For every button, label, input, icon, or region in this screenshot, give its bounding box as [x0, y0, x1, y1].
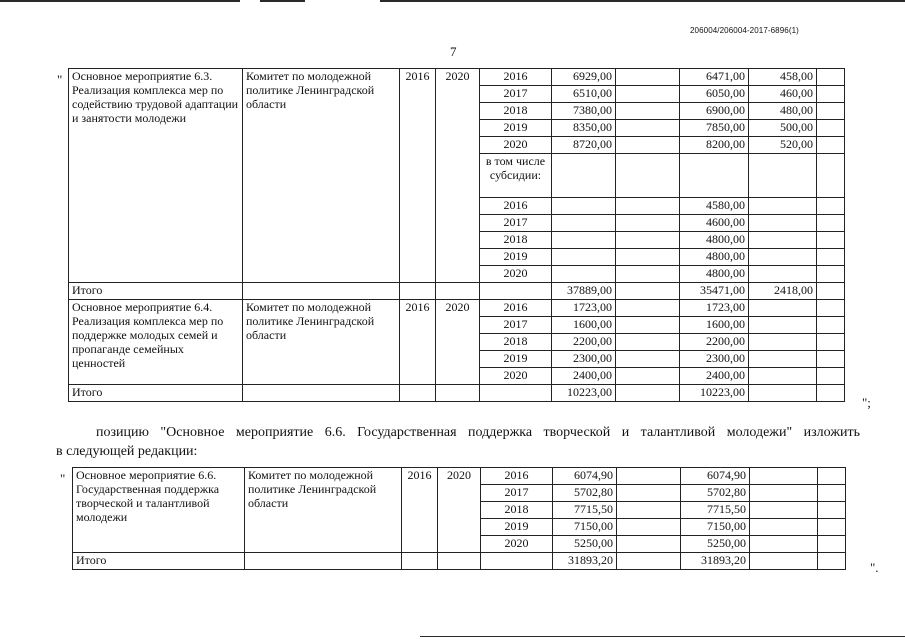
federal-amount-cell	[616, 198, 680, 215]
empty-cell	[400, 385, 436, 402]
empty-cell	[480, 385, 552, 402]
year-cell: 2016	[480, 198, 552, 215]
end-year-cell: 2020	[436, 300, 480, 385]
local-amount-cell	[750, 536, 818, 553]
empty-cell	[436, 283, 480, 300]
opening-quote-2: "	[60, 471, 66, 486]
regional-total-cell: 10223,00	[680, 385, 749, 402]
regional-amount-cell: 4800,00	[680, 249, 749, 266]
amendment-paragraph	[56, 423, 860, 461]
regional-amount-cell: 4580,00	[680, 198, 749, 215]
federal-total-cell	[617, 553, 681, 570]
year-cell: 2016	[481, 468, 553, 485]
regional-amount-cell: 6900,00	[680, 103, 749, 120]
start-year-cell: 2016	[400, 300, 436, 385]
end-year-cell: 2020	[436, 69, 480, 283]
local-amount-cell	[749, 198, 817, 215]
empty-cell	[243, 283, 400, 300]
total-row	[69, 283, 845, 300]
other-amount-cell	[817, 300, 845, 317]
year-cell: 2020	[480, 137, 552, 154]
activity-name-cell: Основное мероприятие 6.4. Реализация комплекса мер по поддержке молодых семей и пропаганде семейных ценностей	[69, 300, 243, 385]
year-cell: 2020	[480, 368, 552, 385]
local-amount-cell	[749, 351, 817, 368]
regional-amount-cell: 2300,00	[680, 351, 749, 368]
other-amount-cell	[818, 485, 846, 502]
local-amount-cell: 520,00	[749, 137, 817, 154]
total-amount-cell: 8720,00	[552, 137, 616, 154]
other-amount-cell	[817, 368, 845, 385]
other-amount-cell	[817, 86, 845, 103]
year-cell: 2020	[480, 266, 552, 283]
executor-cell: Комитет по молодежной политике Ленинградской области	[245, 468, 402, 553]
local-amount-cell	[750, 519, 818, 536]
scan-edge-line	[380, 0, 905, 2]
table1-closing-mark: ";	[862, 395, 871, 410]
other-total-cell	[817, 385, 845, 402]
year-cell: 2018	[480, 334, 552, 351]
local-amount-cell	[749, 334, 817, 351]
total-amount-cell: 2300,00	[552, 351, 616, 368]
empty-cell	[400, 283, 436, 300]
total-label-cell: Итого	[69, 283, 243, 300]
other-total-cell	[817, 283, 845, 300]
federal-amount-cell	[616, 249, 680, 266]
scan-edge-line	[420, 636, 905, 637]
total-amount-cell: 5250,00	[553, 536, 617, 553]
local-total-cell: 2418,00	[749, 283, 817, 300]
federal-amount-cell	[616, 266, 680, 283]
grand-total-cell: 10223,00	[552, 385, 616, 402]
start-year-cell: 2016	[402, 468, 438, 553]
federal-amount-cell	[616, 154, 680, 198]
year-cell: 2020	[481, 536, 553, 553]
year-cell: 2018	[480, 232, 552, 249]
federal-amount-cell	[616, 103, 680, 120]
end-year-cell: 2020	[438, 468, 481, 553]
total-row	[73, 553, 846, 570]
other-amount-cell	[817, 120, 845, 137]
empty-cell	[438, 553, 481, 570]
federal-amount-cell	[616, 334, 680, 351]
regional-amount-cell: 4800,00	[680, 266, 749, 283]
year-cell: 2019	[480, 120, 552, 137]
federal-amount-cell	[617, 519, 681, 536]
regional-amount-cell: 7850,00	[680, 120, 749, 137]
local-amount-cell	[749, 215, 817, 232]
page-number: 7	[450, 44, 457, 59]
local-total-cell	[749, 385, 817, 402]
local-amount-cell: 480,00	[749, 103, 817, 120]
federal-amount-cell	[616, 300, 680, 317]
other-amount-cell	[817, 198, 845, 215]
local-amount-cell	[749, 249, 817, 266]
local-amount-cell	[750, 485, 818, 502]
local-amount-cell: 500,00	[749, 120, 817, 137]
year-cell: 2018	[481, 502, 553, 519]
start-year-cell: 2016	[400, 69, 436, 283]
federal-amount-cell	[617, 485, 681, 502]
document-id: 206004/206004-2017-6896(1)	[690, 26, 799, 35]
local-amount-cell	[749, 368, 817, 385]
total-amount-cell	[552, 266, 616, 283]
year-cell: 2016	[480, 300, 552, 317]
local-amount-cell	[749, 154, 817, 198]
other-amount-cell	[817, 232, 845, 249]
regional-amount-cell: 8200,00	[680, 137, 749, 154]
other-amount-cell	[818, 468, 846, 485]
federal-amount-cell	[617, 536, 681, 553]
local-total-cell	[750, 553, 818, 570]
funding-table-2	[72, 467, 846, 570]
regional-amount-cell: 2400,00	[680, 368, 749, 385]
total-amount-cell	[552, 198, 616, 215]
other-amount-cell	[817, 317, 845, 334]
federal-amount-cell	[616, 137, 680, 154]
total-amount-cell: 7715,50	[553, 502, 617, 519]
other-amount-cell	[817, 154, 845, 198]
table-row	[73, 468, 846, 485]
federal-total-cell	[616, 385, 680, 402]
empty-cell	[481, 553, 553, 570]
paragraph-line-1: позицию "Основное мероприятие 6.6. Государственная поддержка творческой и талантливой молодежи" изложить	[96, 425, 860, 440]
year-cell: 2019	[480, 351, 552, 368]
year-cell: 2017	[480, 317, 552, 334]
table-row	[69, 300, 845, 317]
empty-cell	[480, 283, 552, 300]
local-amount-cell: 460,00	[749, 86, 817, 103]
total-amount-cell	[552, 249, 616, 266]
total-amount-cell: 1600,00	[552, 317, 616, 334]
year-cell: 2017	[480, 86, 552, 103]
activity-name-cell: Основное мероприятие 6.6. Государственная поддержка творческой и талантливой молодежи	[73, 468, 245, 553]
other-amount-cell	[817, 103, 845, 120]
regional-amount-cell	[680, 154, 749, 198]
regional-amount-cell: 4600,00	[680, 215, 749, 232]
table2-closing-mark: ".	[870, 560, 879, 575]
empty-cell	[245, 553, 402, 570]
regional-amount-cell: 6050,00	[680, 86, 749, 103]
regional-amount-cell: 1723,00	[680, 300, 749, 317]
grand-total-cell: 31893,20	[553, 553, 617, 570]
total-amount-cell	[552, 232, 616, 249]
federal-amount-cell	[616, 317, 680, 334]
local-amount-cell	[749, 232, 817, 249]
federal-amount-cell	[617, 468, 681, 485]
scan-edge-line	[260, 0, 305, 2]
empty-cell	[243, 385, 400, 402]
regional-amount-cell: 6471,00	[680, 69, 749, 86]
total-amount-cell: 5702,80	[553, 485, 617, 502]
federal-amount-cell	[616, 351, 680, 368]
other-amount-cell	[817, 334, 845, 351]
scan-edge-line	[0, 0, 240, 2]
regional-amount-cell: 2200,00	[680, 334, 749, 351]
other-amount-cell	[817, 215, 845, 232]
total-label-cell: Итого	[73, 553, 245, 570]
other-amount-cell	[817, 137, 845, 154]
other-amount-cell	[817, 249, 845, 266]
total-amount-cell	[552, 154, 616, 198]
executor-cell: Комитет по молодежной политике Ленинградской области	[243, 69, 400, 283]
grand-total-cell: 37889,00	[552, 283, 616, 300]
year-cell: 2019	[480, 249, 552, 266]
local-amount-cell: 458,00	[749, 69, 817, 86]
local-amount-cell	[750, 502, 818, 519]
year-cell: 2016	[480, 69, 552, 86]
federal-amount-cell	[616, 69, 680, 86]
opening-quote: "	[57, 72, 63, 87]
federal-amount-cell	[616, 232, 680, 249]
other-amount-cell	[817, 351, 845, 368]
other-amount-cell	[818, 519, 846, 536]
other-amount-cell	[818, 536, 846, 553]
empty-cell	[402, 553, 438, 570]
total-amount-cell: 8350,00	[552, 120, 616, 137]
federal-amount-cell	[616, 120, 680, 137]
regional-amount-cell: 7150,00	[681, 519, 750, 536]
federal-amount-cell	[616, 215, 680, 232]
regional-amount-cell: 4800,00	[680, 232, 749, 249]
year-cell: в том числе субсидии:	[480, 154, 552, 198]
regional-total-cell: 35471,00	[680, 283, 749, 300]
federal-amount-cell	[616, 86, 680, 103]
other-amount-cell	[817, 266, 845, 283]
federal-amount-cell	[616, 368, 680, 385]
total-amount-cell: 2200,00	[552, 334, 616, 351]
other-amount-cell	[817, 69, 845, 86]
local-amount-cell	[749, 300, 817, 317]
total-amount-cell: 6929,00	[552, 69, 616, 86]
year-cell: 2017	[480, 215, 552, 232]
total-amount-cell: 6510,00	[552, 86, 616, 103]
funding-table-1	[68, 68, 845, 402]
activity-name-cell: Основное мероприятие 6.3. Реализация комплекса мер по содействию трудовой адаптации и занятости молодежи	[69, 69, 243, 283]
total-row	[69, 385, 845, 402]
executor-cell: Комитет по молодежной политике Ленинградской области	[243, 300, 400, 385]
paragraph-line-2: в следующей редакции:	[56, 444, 198, 459]
table-row	[69, 69, 845, 86]
other-amount-cell	[818, 502, 846, 519]
total-amount-cell	[552, 215, 616, 232]
total-label-cell: Итого	[69, 385, 243, 402]
regional-amount-cell: 5702,80	[681, 485, 750, 502]
local-amount-cell	[749, 317, 817, 334]
local-amount-cell	[750, 468, 818, 485]
year-cell: 2018	[480, 103, 552, 120]
total-amount-cell: 6074,90	[553, 468, 617, 485]
year-cell: 2019	[481, 519, 553, 536]
total-amount-cell: 1723,00	[552, 300, 616, 317]
regional-amount-cell: 6074,90	[681, 468, 750, 485]
empty-cell	[436, 385, 480, 402]
regional-total-cell: 31893,20	[681, 553, 750, 570]
regional-amount-cell: 5250,00	[681, 536, 750, 553]
federal-amount-cell	[617, 502, 681, 519]
regional-amount-cell: 7715,50	[681, 502, 750, 519]
federal-total-cell	[616, 283, 680, 300]
local-amount-cell	[749, 266, 817, 283]
total-amount-cell: 2400,00	[552, 368, 616, 385]
regional-amount-cell: 1600,00	[680, 317, 749, 334]
total-amount-cell: 7380,00	[552, 103, 616, 120]
year-cell: 2017	[481, 485, 553, 502]
other-total-cell	[818, 553, 846, 570]
total-amount-cell: 7150,00	[553, 519, 617, 536]
